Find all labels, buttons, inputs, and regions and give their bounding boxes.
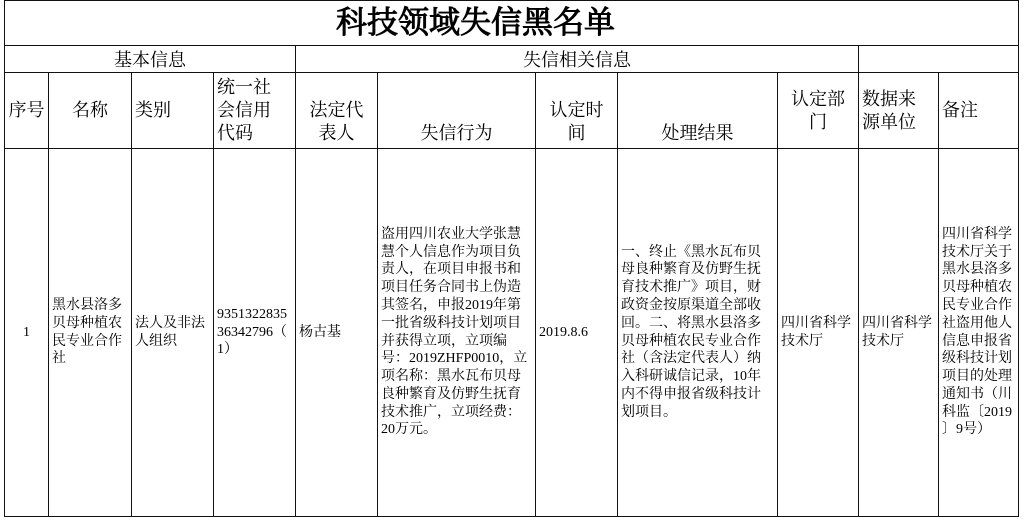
row-cell-name-line: 社 (52, 351, 66, 367)
column-header-remark (939, 73, 1018, 148)
row-cell-result-line: 划项目。 (621, 404, 677, 420)
column-header-legal-rep (296, 73, 377, 148)
row-cell-behavior-line: 技术推广，立项经费： (381, 404, 521, 420)
column-header-behavior-line: 失信行为 (420, 123, 493, 143)
row-cell-remark-line: 民专业合作 (942, 297, 1012, 313)
column-header-credit-code-line: 会信用 (217, 100, 271, 120)
column-header-department (778, 73, 858, 148)
row-cell-result-line: 社（含法定代表人）纳 (621, 351, 761, 367)
row-cell-name-line: 民专业合作 (52, 333, 122, 349)
group-header-related-info-label: 失信相关信息 (523, 50, 631, 70)
row-cell-behavior-line: 一批省级科技计划项目 (381, 315, 521, 331)
table-title-text: 科技领域失信黑名单 (336, 5, 615, 40)
row-cell-name-line: 黑水县洛多 (52, 297, 122, 313)
row-cell-source-line: 技术厅 (862, 333, 904, 349)
group-header-related-info (296, 46, 858, 72)
column-header-legal-rep-line: 法定代 (309, 100, 364, 120)
row-cell-behavior-line: 项目任务合同书上伪造 (381, 280, 521, 296)
table-title (5, 1, 1018, 45)
column-header-result-line: 处理结果 (661, 123, 734, 143)
row-cell-remark-line: 社盗用他人 (942, 315, 1012, 331)
row-cell-name (49, 149, 131, 516)
column-header-remark-line: 备注 (942, 100, 978, 120)
row-cell-behavior-line: 号：2019ZHFP0010，立 (381, 351, 528, 367)
column-header-category (132, 73, 213, 148)
row-cell-credit-code-line: 1） (217, 342, 238, 358)
row-cell-seq (5, 149, 48, 516)
column-header-behavior (378, 73, 535, 148)
column-header-department-line: 门 (809, 111, 827, 132)
row-cell-behavior-line: 并获得立项，立项编 (381, 333, 507, 349)
row-cell-department-line: 四川省科学 (781, 315, 851, 331)
row-cell-behavior-line: 项名称：黑水瓦布贝母 (381, 369, 521, 385)
row-cell-result-line: 入科研诚信记录，10年 (621, 369, 761, 385)
row-cell-result-line: 母良种繁育及仿野生抚 (621, 262, 761, 278)
row-cell-remark-line: 四川省科学 (942, 226, 1012, 242)
row-cell-remark-line: 技术厅关于 (942, 244, 1012, 260)
row-cell-result-line: 贝母种植农民专业合作 (621, 333, 761, 349)
row-cell-behavior-line: 慧个人信息作为项目负 (381, 244, 521, 260)
row-cell-remark-line: 黑水县洛多 (942, 262, 1012, 278)
column-header-source-line: 源单位 (862, 111, 916, 132)
column-header-credit-code (214, 73, 295, 148)
column-header-source (859, 73, 938, 148)
row-cell-behavior-line: 20万元。 (381, 422, 437, 438)
group-header-empty (859, 46, 1018, 72)
column-header-date (536, 73, 617, 148)
column-header-seq-line: 序号 (8, 100, 45, 120)
column-header-category-line: 类别 (135, 100, 171, 120)
row-cell-result-line: 一、终止《黑水瓦布贝 (621, 244, 761, 260)
group-header-basic-info (5, 46, 295, 72)
row-cell-credit-code-line: 36342796（ (217, 324, 287, 340)
row-cell-department (778, 149, 858, 516)
row-cell-remark-line: 级科技计划 (942, 351, 1012, 367)
column-header-legal-rep-line: 表人 (318, 123, 355, 143)
row-cell-credit-code (214, 149, 295, 516)
row-cell-remark-line: 贝母种植农 (942, 280, 1012, 296)
row-cell-result-line: 育技术推广》项目，财 (621, 280, 761, 296)
row-cell-date-line: 2019.8.6 (539, 324, 588, 340)
column-header-source-line: 数据来 (862, 88, 916, 109)
row-cell-remark-line: 信息申报省 (942, 333, 1012, 349)
row-cell-legal-rep (296, 149, 377, 516)
row-cell-date (536, 149, 617, 516)
row-cell-legal-rep-line: 杨古基 (299, 324, 341, 340)
row-cell-behavior-line: 盗用四川农业大学张慧 (381, 226, 521, 242)
row-cell-category (132, 149, 213, 516)
column-header-seq (5, 73, 48, 148)
row-cell-remark-line: 项目的处理 (942, 369, 1012, 385)
column-header-department-line: 认定部 (791, 88, 845, 109)
column-header-date-line: 间 (567, 123, 586, 143)
row-cell-remark-line: 通知书（川 (942, 386, 1012, 402)
row-cell-remark (939, 149, 1018, 516)
column-header-date-line: 认定时 (549, 100, 604, 120)
group-header-basic-info-label: 基本信息 (114, 50, 186, 70)
row-cell-name-line: 贝母种植农 (52, 315, 122, 331)
row-cell-result-line: 回。二、将黑水县洛多 (621, 315, 761, 331)
column-header-result (618, 73, 777, 148)
row-cell-remark-line: 〕9号） (942, 422, 991, 438)
row-cell-source-line: 四川省科学 (862, 315, 932, 331)
row-cell-behavior-line: 其签名，申报2019年第 (381, 297, 521, 313)
row-cell-seq-line: 1 (23, 324, 30, 340)
column-header-name (49, 73, 131, 148)
row-cell-source (859, 149, 938, 516)
row-cell-behavior-line: 责人，在项目申报书和 (381, 262, 521, 278)
column-header-credit-code-line: 统一社 (217, 77, 271, 97)
row-cell-behavior-line: 良种繁育及仿野生抚育 (381, 386, 521, 402)
row-cell-category-line: 法人及非法 (135, 315, 205, 331)
row-cell-category-line: 人组织 (135, 333, 177, 349)
column-header-credit-code-line: 代码 (217, 123, 253, 143)
row-cell-credit-code-line: 9351322835 (217, 306, 287, 322)
row-cell-remark-line: 科监〔2019 (942, 404, 1012, 420)
row-cell-department-line: 技术厅 (781, 333, 823, 349)
row-cell-result (618, 149, 777, 516)
row-cell-behavior (378, 149, 535, 516)
row-cell-result-line: 政资金按原渠道全部收 (621, 297, 761, 313)
blacklist-table (4, 0, 1019, 517)
row-cell-result-line: 内不得申报省级科技计 (621, 386, 761, 402)
column-header-name-line: 名称 (72, 100, 108, 120)
